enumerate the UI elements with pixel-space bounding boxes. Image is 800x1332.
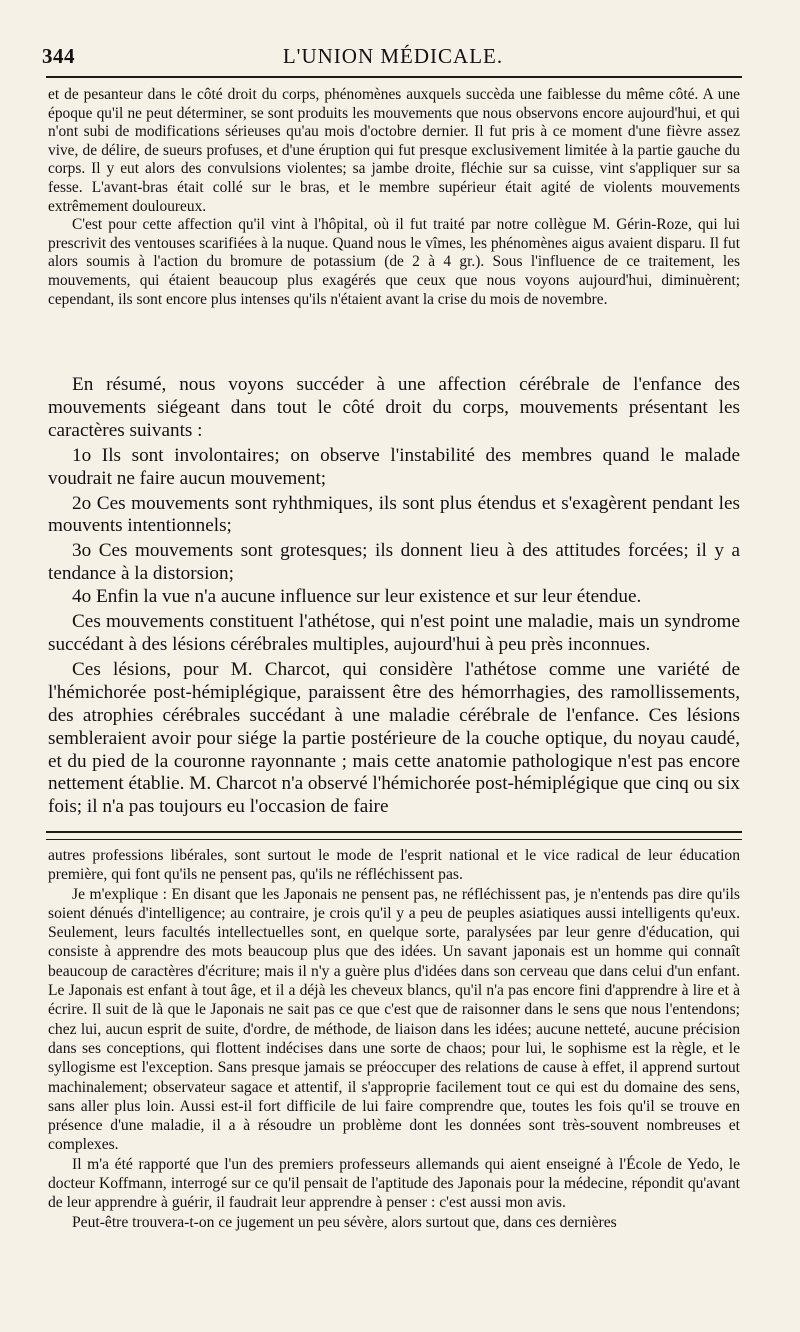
list-item: 2o Ces mouvements sont ryhthmiques, ils sont plus étendus et s'exagèrent pendant les mouvents intentionnels;	[48, 492, 740, 537]
case-report-text	[48, 86, 740, 309]
page-header	[42, 40, 744, 74]
page-number: 344	[42, 44, 75, 68]
list-item: 3o Ces mouvements sont grotesques; ils donnent lieu à des attitudes forcées; il y a tendance à la distorsion;	[48, 540, 740, 585]
paragraph: Ces lésions, pour M. Charcot, qui considère l'athétose comme une variété de l'hémichorée post-hémiplégique, paraissent être des hémorrhagies, des ramollissements, des atrophies cérébrales succédant à une maladie cérébrale de l'enfance. Ces lésions sembleraient avoir pour siége la partie postérieure de la couche optique, du noyau caudé, et du pied de la couronne rayonnante ; mais cette anatomie pathologique n'est pas encore nettement établie. M. Charcot n'a observé l'hémichorée post-hémiplégique que cinq ou six fois; il n'a pas toujours eu l'occasion de faire	[48, 658, 740, 818]
list-item: 4o Enfin la vue n'a aucune influence sur leur existence et sur leur étendue.	[72, 586, 642, 608]
paragraph: En résumé, nous voyons succéder à une affection cérébrale de l'enfance des mouvements siégeant dans tout le côté droit du corps, mouvements présentant les caractères suivants :	[48, 374, 740, 441]
main-text	[48, 374, 740, 819]
paragraph: C'est pour cette affection qu'il vint à l'hôpital, où il fut traité par notre collègue M. Gérin-Roze, qui lui prescrivit des ventouses scarifiées à la nuque. Quand nous le vîmes, les phénomènes aigus avaient disparu. Il fut alors soumis à l'action du bromure de potassium (de 2 à 4 gr.). Sous l'influence de ce traitement, les mouvements, qui étaient beaucoup plus exagérés que ceux que nous voyons aujourd'hui, diminuèrent; cependant, ils sont encore plus intenses qu'ils n'étaient avant la crise du mois de novembre.	[48, 216, 740, 308]
footnote-text	[48, 846, 740, 1232]
footnote-rule	[46, 831, 742, 840]
paragraph: autres professions libérales, sont surtout le mode de l'esprit national et le vice radical de leur éducation première, qui font qu'ils ne pensent pas, qu'ils ne réfléchissent pas.	[48, 847, 740, 884]
paragraph: Je m'explique : En disant que les Japonais ne pensent pas, ne réfléchissent pas, je n'entends pas dire qu'ils soient dénués d'intelligence; au contraire, je crois qu'il y a peu de peuples asiatiques aussi intelligents qu'eux. Seulement, leurs facultés intellectuelles sont, en quelque sorte, paralysées par leur genre d'éducation, qui consiste à apprendre des mots beaucoup plus que des idées. Un savant japonais est un homme qui connaît beaucoup de caractères d'écriture; mais il n'y a guère plus d'idées dans son cerveau que dans celui d'un enfant. Le Japonais est enfant à tout âge, et il a déjà les cheveux blancs, qu'il n'a pas encore fini d'apprendre à lire et à écrire. Il suit de là que le Japonais ne sait pas ce que c'est que de raisonner dans le sens que nous l'entendons; chez lui, aucun esprit de suite, d'ordre, de méthode, de liaison dans les idées; aucune netteté, aucune précision dans ses conceptions, qui flottent indécises dans une sorte de chaos; pour lui, le sophisme est la règle, et le syllogisme est l'exception. Sans presque jamais se préoccuper des relations de cause à effet, il apprend surtout machinalement; observateur sagace et attentif, il s'approprie facilement tout ce qui est du domaine des sens, sans aller plus loin. Aussi est-il fort difficile de lui faire comprendre que, toutes les fois qu'il se trouve en présence d'une maladie, il a à résoudre un problème dont les données sont très-souvent nombreuses et complexes.	[48, 885, 740, 1154]
header-rule	[46, 76, 742, 78]
paragraph: Peut-être trouvera-t-on ce jugement un peu sévère, alors surtout que, dans ces dernières	[72, 1213, 617, 1231]
paragraph: Ces mouvements constituent l'athétose, qui n'est point une maladie, mais un syndrome succédant à des lésions cérébrales multiples, aujourd'hui à peu près inconnues.	[48, 611, 740, 655]
paragraph: Il m'a été rapporté que l'un des premiers professeurs allemands qui aient enseigné à l'École de Yedo, le docteur Koffmann, interrogé sur ce qu'il pensait de l'aptitude des Japonais pour la médecine, répondit qu'avant de leur apprendre à guérir, il faudrait leur apprendre à penser : c'est aussi mon avis.	[48, 1155, 740, 1212]
paragraph: et de pesanteur dans le côté droit du corps, phénomènes auxquels succèda une faiblesse du même côté. A une époque qu'il ne peut déterminer, se sont produits les mouvements que nous observons encore aujourd'hui, et qui n'ont subi de modifications sérieuses qu'au mois d'octobre dernier. Il fut pris à ce moment d'une fièvre assez vive, de délire, de sueurs profuses, et d'une éruption qui fut presque exclusivement limitée à la partie gauche du corps. Il y eut alors des convulsions violentes; sa jambe droite, fléchie sur sa cuisse, vint s'appliquer sur sa fesse. L'avant-bras était collé sur le bras, et le membre supérieur était agité de violents mouvements extrêmement douloureux.	[48, 86, 740, 215]
running-title: L'UNION MÉDICALE.	[282, 44, 504, 68]
list-item: 1o Ils sont involontaires; on observe l'instabilité des membres quand le malade voudrait ne faire aucun mouvement;	[48, 444, 740, 489]
